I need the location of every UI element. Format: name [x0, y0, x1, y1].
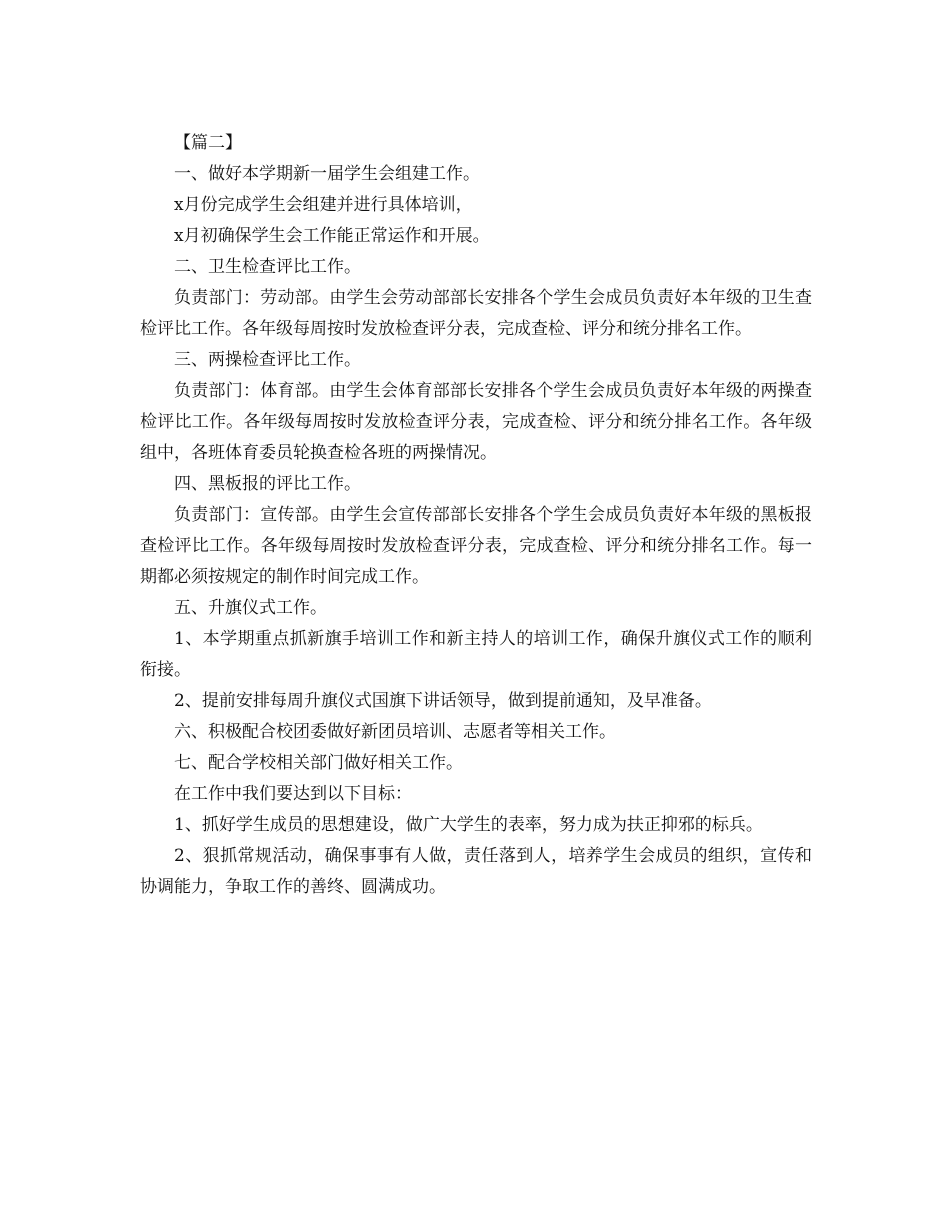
paragraph-7: 负责部门：体育部。由学生会体育部部长安排各个学生会成员负责好本年级的两操查检评比工作。各年级每周按时发放检查评分表，完成查检、评分和统分排名工作。各年级组中，各班体育委员轮换查检各班的两操情况。 [140, 381, 812, 463]
paragraph-16: 1、抓好学生成员的思想建设，做广大学生的表率，努力成为扶正抑邪的标兵。 [174, 815, 763, 835]
paragraph-17: 2、狠抓常规活动，确保事事有人做，责任落到人，培养学生会成员的组织，宣传和协调能力，争取工作的善终、圆满成功。 [140, 846, 812, 897]
document-body [140, 128, 812, 903]
section-title: 【篇二】 [174, 133, 242, 153]
paragraph-4: 二、卫生检查评比工作。 [174, 257, 361, 277]
paragraph-13: 六、积极配合校团委做好新团员培训、志愿者等相关工作。 [174, 722, 616, 742]
paragraph-11: 1、本学期重点抓新旗手培训工作和新主持人的培训工作，确保升旗仪式工作的顺利衔接。 [140, 629, 812, 680]
paragraph-5: 负责部门：劳动部。由学生会劳动部部长安排各个学生会成员负责好本年级的卫生查检评比工作。各年级每周按时发放检查评分表，完成查检、评分和统分排名工作。 [140, 288, 812, 339]
paragraph-14: 七、配合学校相关部门做好相关工作。 [174, 753, 463, 773]
paragraph-12: 2、提前安排每周升旗仪式国旗下讲话领导，做到提前通知，及早准备。 [174, 691, 712, 711]
paragraph-2: x月份完成学生会组建并进行具体培训， [174, 195, 473, 215]
paragraph-15: 在工作中我们要达到以下目标： [174, 784, 412, 804]
paragraph-3: x月初确保学生会工作能正常运作和开展。 [174, 226, 490, 246]
paragraph-8: 四、黑板报的评比工作。 [174, 474, 361, 494]
paragraph-1: 一、做好本学期新一届学生会组建工作。 [174, 164, 480, 184]
paragraph-6: 三、两操检查评比工作。 [174, 350, 361, 370]
paragraph-10: 五、升旗仪式工作。 [174, 598, 327, 618]
paragraph-9: 负责部门：宣传部。由学生会宣传部部长安排各个学生会成员负责好本年级的黑板报查检评比工作。各年级每周按时发放检查评分表，完成查检、评分和统分排名工作。每一期都必须按规定的制作时间完成工作。 [140, 505, 812, 587]
